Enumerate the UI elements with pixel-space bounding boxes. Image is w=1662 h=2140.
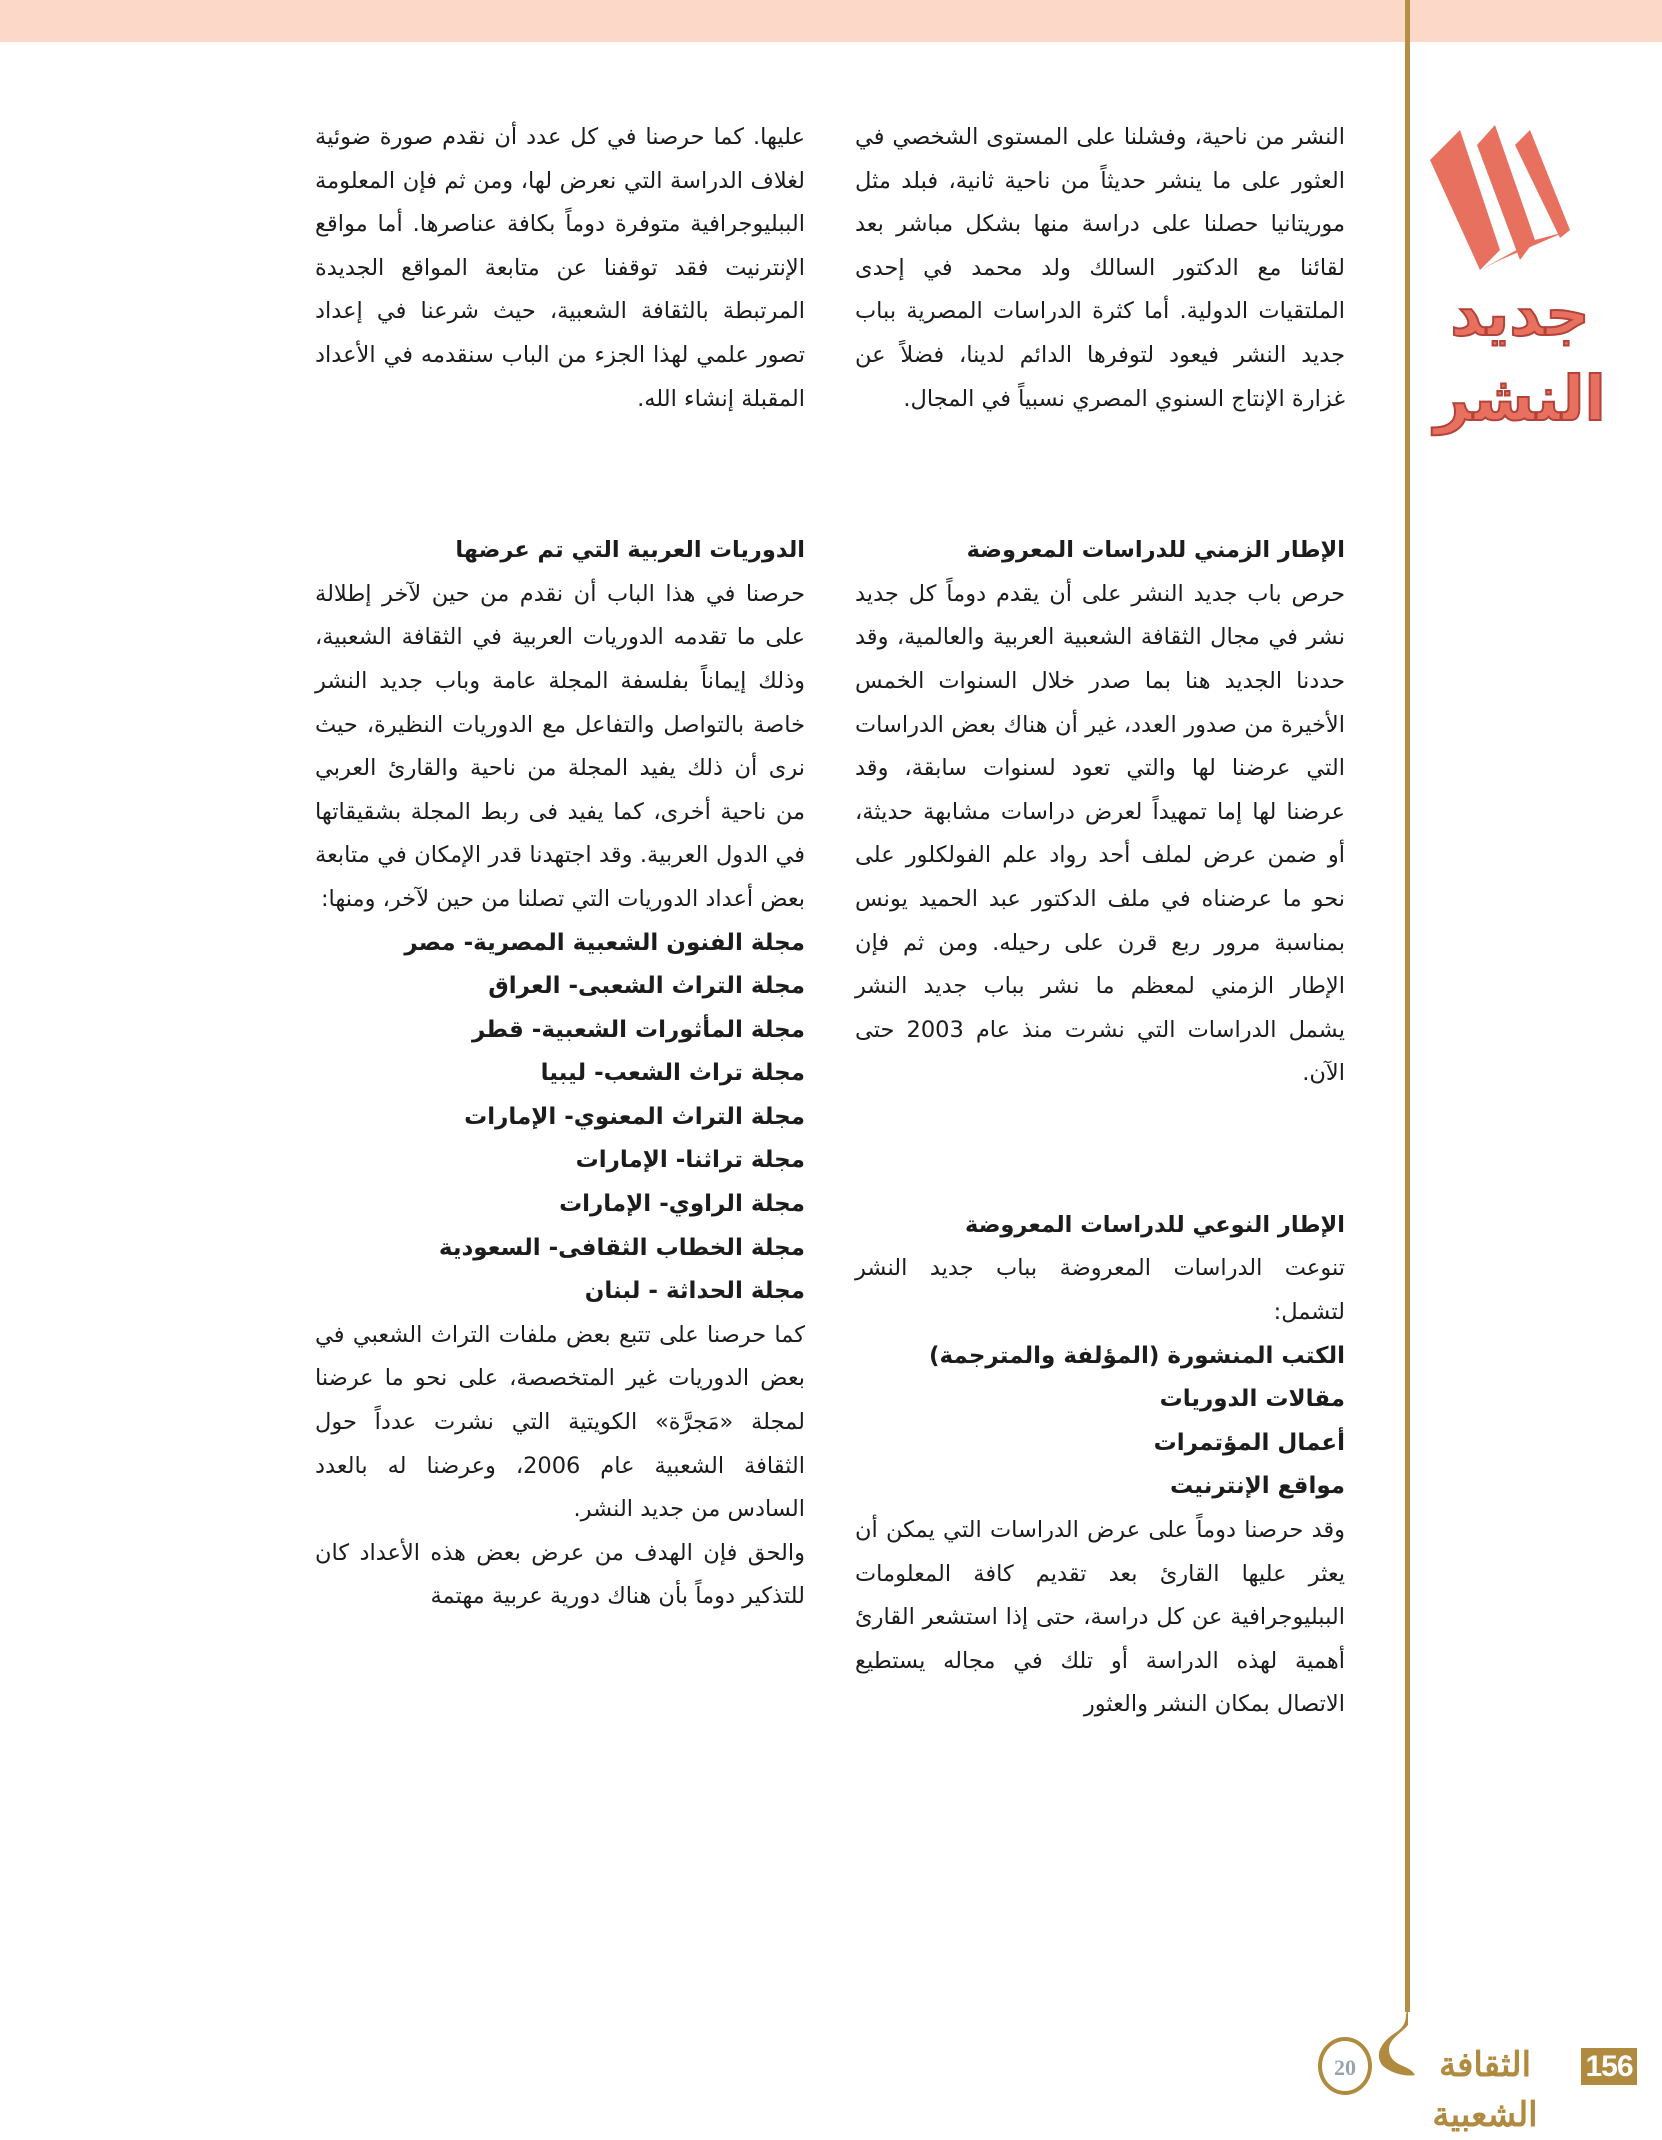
type-frame-body: وقد حرصنا دوماً على عرض الدراسات التي يمكن أن يعثر عليها القارئ بعد تقديم كافة المعلومات الببليوجرافية عن كل دراسة، حتى إذا استشعر القارئ أهمية لهذه الدراسة أو تلك في مجاله يستطيع الاتصال بمكان النشر والعثور — [855, 1517, 1345, 1718]
temporal-frame-body: حرص باب جديد النشر على أن يقدم دوماً كل جديد نشر في مجال الثقافة الشعبية العربية والعالمية، وقد حددنا الجديد هنا بما صدر خلال السنوات الخمس الأخيرة من صدور العدد، غير أن هناك بعض الدراسات التي عرضنا لها والتي تعود لسنوات سابقة، وقد عرضنا لها إما تمهيداً لعرض دراسات مشابهة حديثة، أو ضمن عرض لملف أحد رواد علم الفولكلور على نحو ما عرضناه في ملف الدكتور عبد الحميد يونس بمناسبة مرور ربع قرن على رحيله. ومن ثم فإن الإطار الزمني لمعظم ما نشر بباب جديد النشر يشمل الدراسات التي نشرت منذ عام 2003 حتى الآن. — [855, 580, 1345, 1087]
journal-item: مجلة الراوي- الإمارات — [559, 1191, 805, 1218]
purpose-paragraph: والحق فإن الهدف من عرض بعض هذه الأعداد كان للتذكير دوماً بأن هناك دورية عربية مهتمة — [315, 1539, 805, 1610]
type-item: الكتب المنشورة (المؤلفة والمترجمة) — [928, 1342, 1345, 1369]
left-intro-paragraph: عليها. كما حرصنا في كل عدد أن نقدم صورة ضوئية لغلاف الدراسة التي نعرض لها، ومن ثم فإن المعلومة الببليوجرافية متوفرة دوماً بكافة عناصرها. أما مواقع الإنترنيت فقد توقفنا عن متابعة المواقع الجديدة المرتبطة بالثقافة الشعبية، حيث شرعنا في إعداد تصور علمي لهذا الجزء من الباب سنقدمه في الأعداد المقبلة إنشاء الله. — [315, 124, 805, 412]
heading-temporal-frame: الإطار الزمني للدراسات المعروضة — [966, 537, 1345, 564]
journal-item: مجلة المأثورات الشعبية- قطر — [472, 1016, 805, 1043]
journal-item: مجلة الخطاب الثقافى- السعودية — [438, 1234, 805, 1261]
open-book-icon — [1425, 120, 1615, 440]
heading-type-frame: الإطار النوعي للدراسات المعروضة — [965, 1211, 1345, 1238]
vertical-gold-rule — [1405, 0, 1410, 2012]
right-column — [855, 116, 1345, 1727]
journal-item: مجلة التراث المعنوي- الإمارات — [464, 1103, 805, 1130]
heading-arab-periodicals: الدوريات العربية التي تم عرضها — [455, 537, 805, 564]
page-number: 156 — [1581, 2048, 1637, 2085]
magazine-name: الثقافة الشعبية — [1432, 2045, 1538, 2135]
left-column — [315, 116, 805, 1619]
type-item: مواقع الإنترنيت — [1169, 1473, 1345, 1500]
journal-item: مجلة التراث الشعبى- العراق — [488, 973, 805, 1000]
journal-item: مجلة تراث الشعب- ليبيا — [540, 1060, 805, 1087]
right-intro-paragraph: النشر من ناحية، وفشلنا على المستوى الشخصي في العثور على ما ينشر حديثاً من ناحية ثانية، فبلد مثل موريتانيا حصلنا على دراسة منها بشكل مباشر بعد لقائنا مع الدكتور السالك ولد محمد في إحدى الملتقيات الدولية. أما كثرة الدراسات المصرية بباب جديد النشر فيعود لتوفرها الدائم لدينا، فضلاً عن غزارة الإنتاج السنوي المصري نسبياً في المجال. — [855, 124, 1345, 412]
specialized-files-paragraph: كما حرصنا على تتبع بعض ملفات التراث الشعبي في بعض الدوريات غير المتخصصة، على نحو ما عرضنا لمجلة «مَجرَّة» الكويتية التي نشرت عدداً حول الثقافة الشعبية عام 2006، وعرضنا له بالعدد السادس من جديد النشر. — [315, 1321, 805, 1523]
svg-text:النشر: النشر — [1434, 362, 1606, 435]
type-item: مقالات الدوريات — [1159, 1386, 1345, 1413]
type-frame-intro: تنوعت الدراسات المعروضة بباب جديد النشر لتشمل: — [855, 1255, 1345, 1326]
journal-item: مجلة الفنون الشعبية المصرية- مصر — [404, 929, 805, 956]
journal-item: مجلة الحداثة - لبنان — [584, 1278, 805, 1305]
svg-text:جديد: جديد — [1450, 277, 1590, 350]
journal-item: مجلة تراثنا- الإمارات — [575, 1147, 805, 1174]
top-color-band — [0, 0, 1662, 42]
type-item: أعمال المؤتمرات — [1153, 1429, 1345, 1456]
anniversary-badge: 20 — [1318, 2037, 1372, 2095]
section-logo — [1425, 120, 1615, 440]
arab-periodicals-body: حرصنا في هذا الباب أن نقدم من حين لآخر إطلالة على ما تقدمه الدوريات العربية في الثقافة الشعبية، وذلك إيماناً بفلسفة المجلة عامة وباب جديد النشر خاصة بالتواصل والتفاعل مع الدوريات النظيرة، حيث نرى أن ذلك يفيد المجلة من ناحية والقارئ العربي من ناحية أخرى، كما يفيد فى ربط المجلة بشقيقاتها في الدول العربية. وقد اجتهدنا قدر الإمكان في متابعة بعض أعداد الدوريات التي تصلنا من حين لآخر، ومنها: — [315, 580, 805, 912]
